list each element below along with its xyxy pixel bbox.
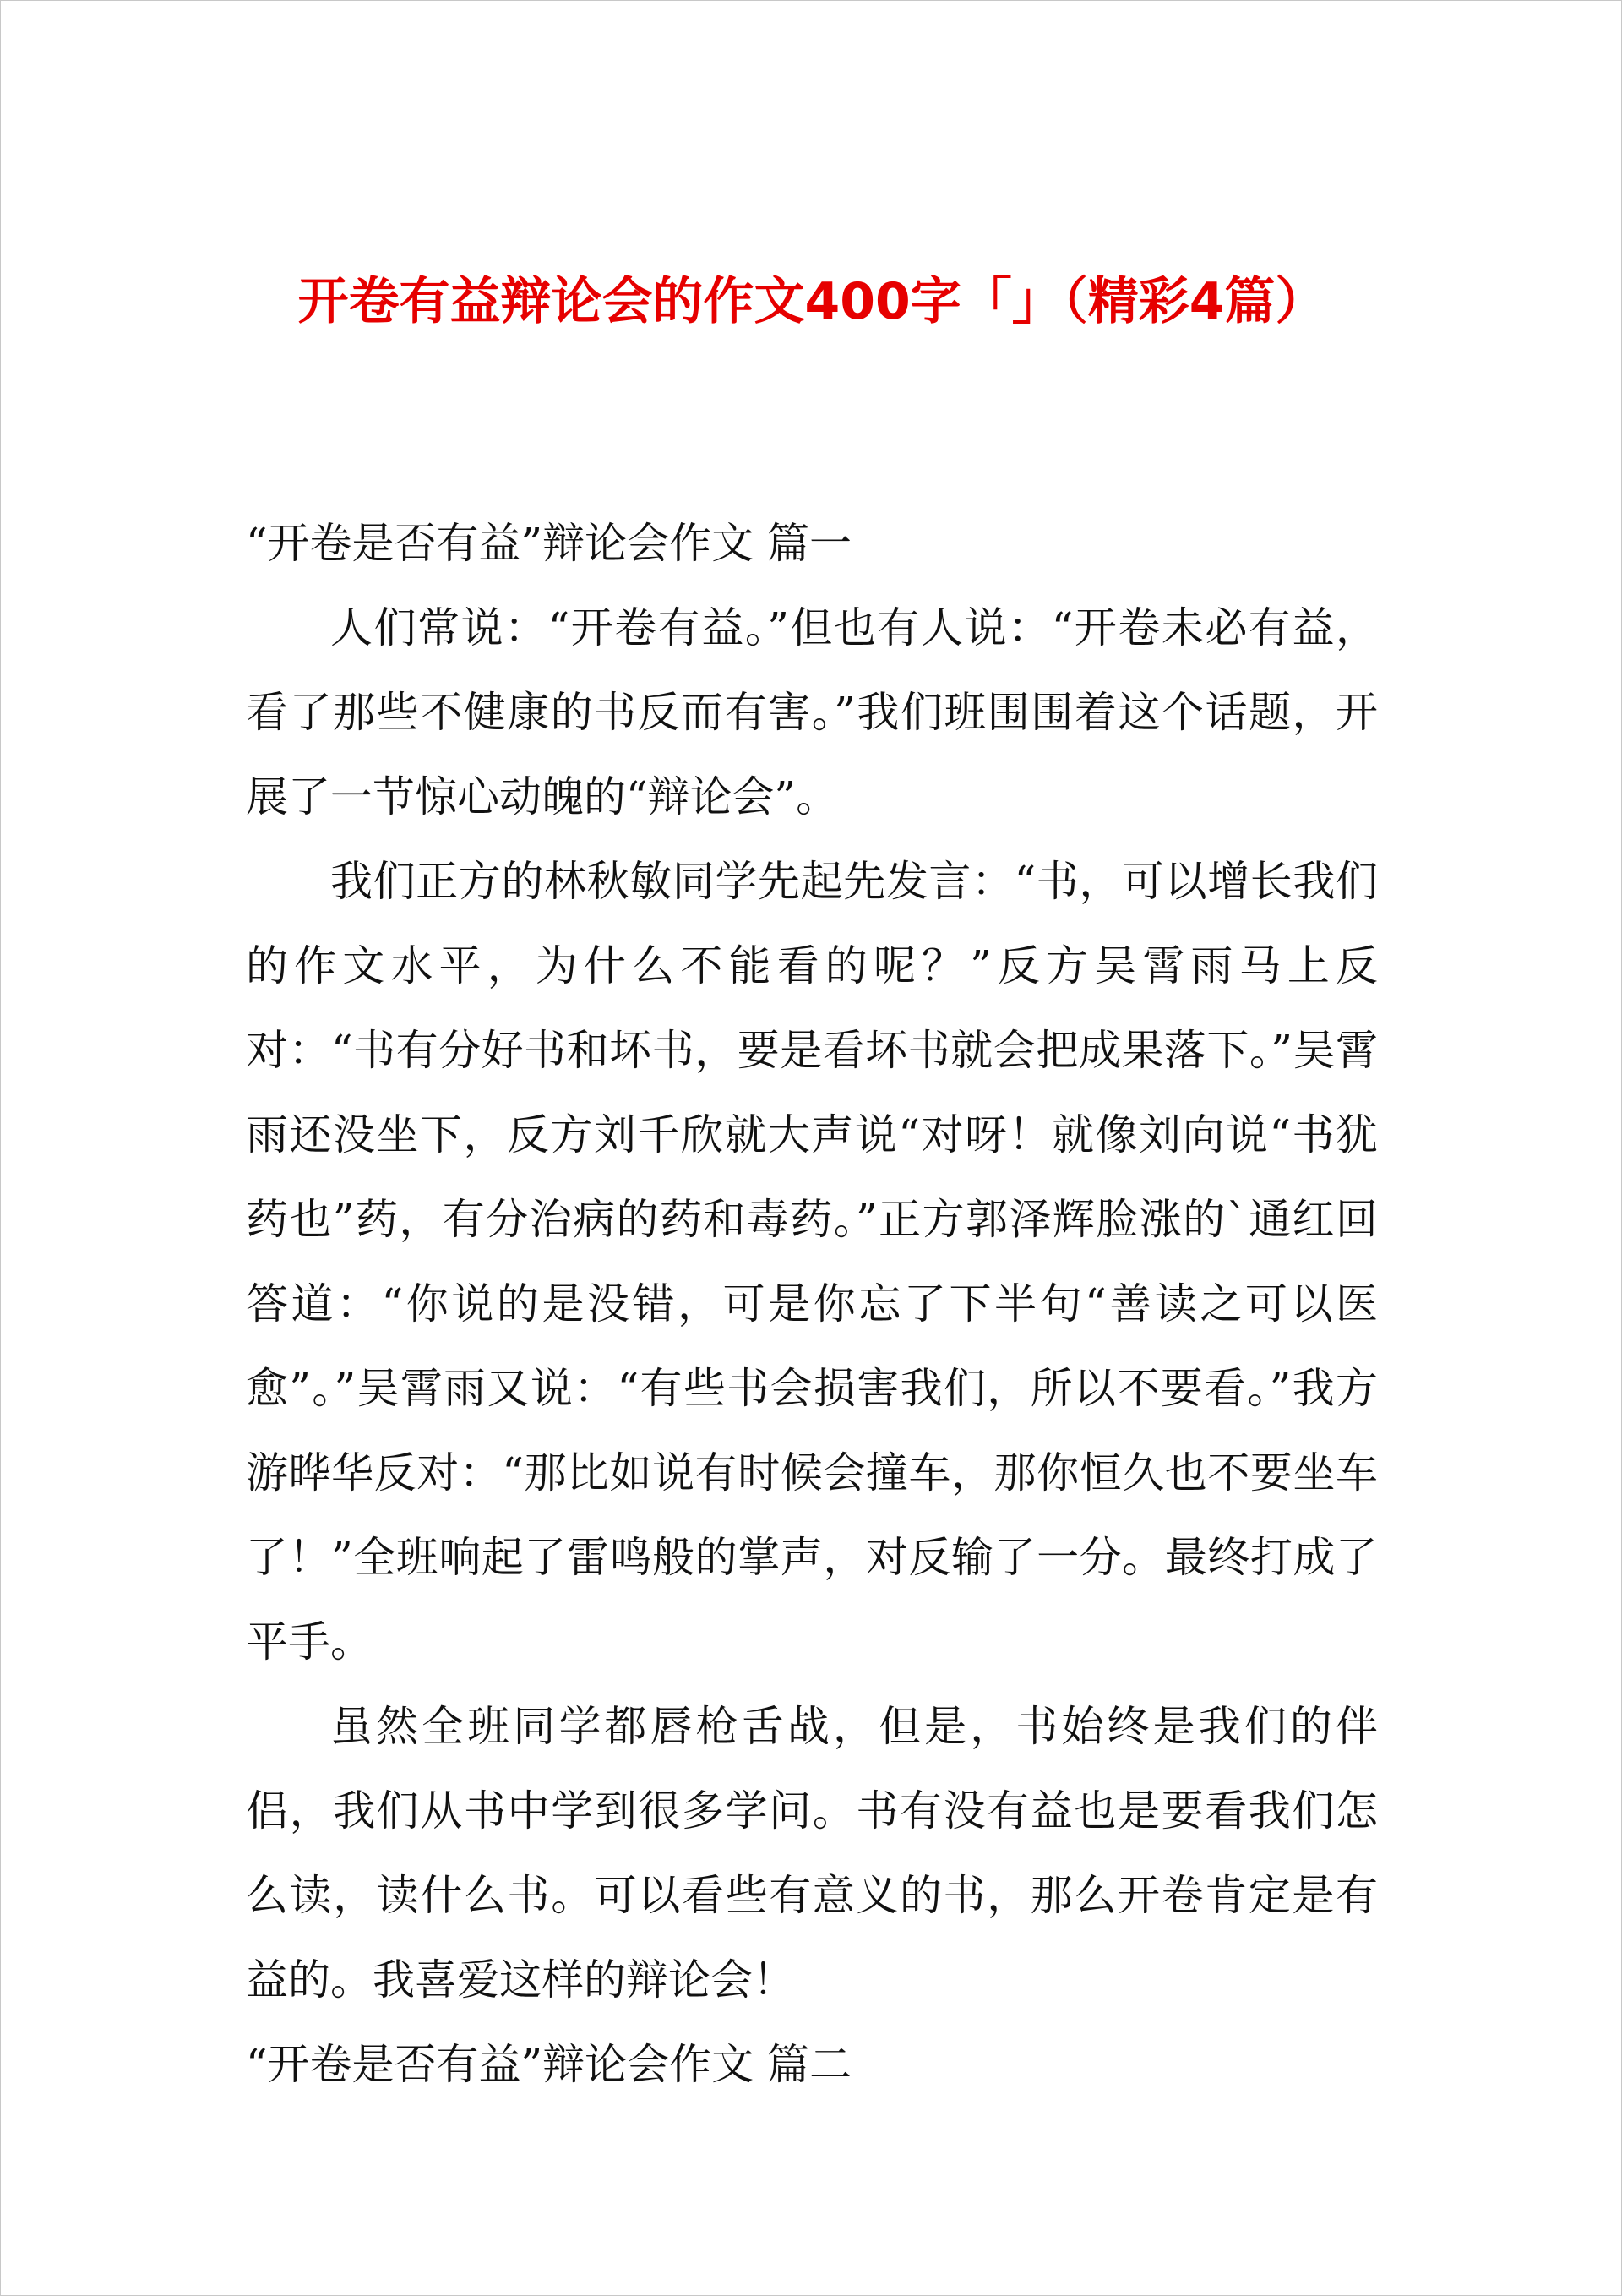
paragraph-3: 虽然全班同学都唇枪舌战，但是，书始终是我们的伴侣，我们从书中学到很多学问。书有没有益也是要看我们怎么读，读什么书。可以看些有意义的书，那么开卷肯定是有益的。我喜爱这样的辩论会！ xyxy=(246,1702,1378,2004)
section-heading-1: “开卷是否有益”辩论会作文 篇一 xyxy=(246,519,852,568)
document-title: 开卷有益辩论会的作文400字「」（精彩4篇） xyxy=(297,272,1326,331)
paragraph-1: 人们常说：“开卷有益。”但也有人说：“开卷未必有益，看了那些不健康的书反而有害。”我们班围围着这个话题，开展了一节惊心动魄的“辩论会”。 xyxy=(246,603,1378,821)
section-heading-2: “开卷是否有益”辩论会作文 篇二 xyxy=(246,2040,852,2089)
paragraph-2: 我们正方的林秋敏同学先起先发言：“书，可以增长我们的作文水平，为什么不能看的呢？”反方吴霄雨马上反对：“书有分好书和坏书，要是看坏书就会把成果落下。”吴霄雨还没坐下，反方刘千欣就大声说“对呀！就像刘向说“书犹药也”药，有分治病的药和毒药。”正方郭泽辉脸涨的`通红回答道：“你说的是没错，可是你忘了下半句“善读之可以医愈”。”吴霄雨又说：“有些书会损害我们，所以不要看。”我方游晔华反对：“那比如说有时候会撞车，那你恒久也不要坐车了！”全班响起了雷鸣般的掌声，对反输了一分。最终打成了平手。 xyxy=(246,857,1378,1666)
document-body xyxy=(246,501,1378,2107)
